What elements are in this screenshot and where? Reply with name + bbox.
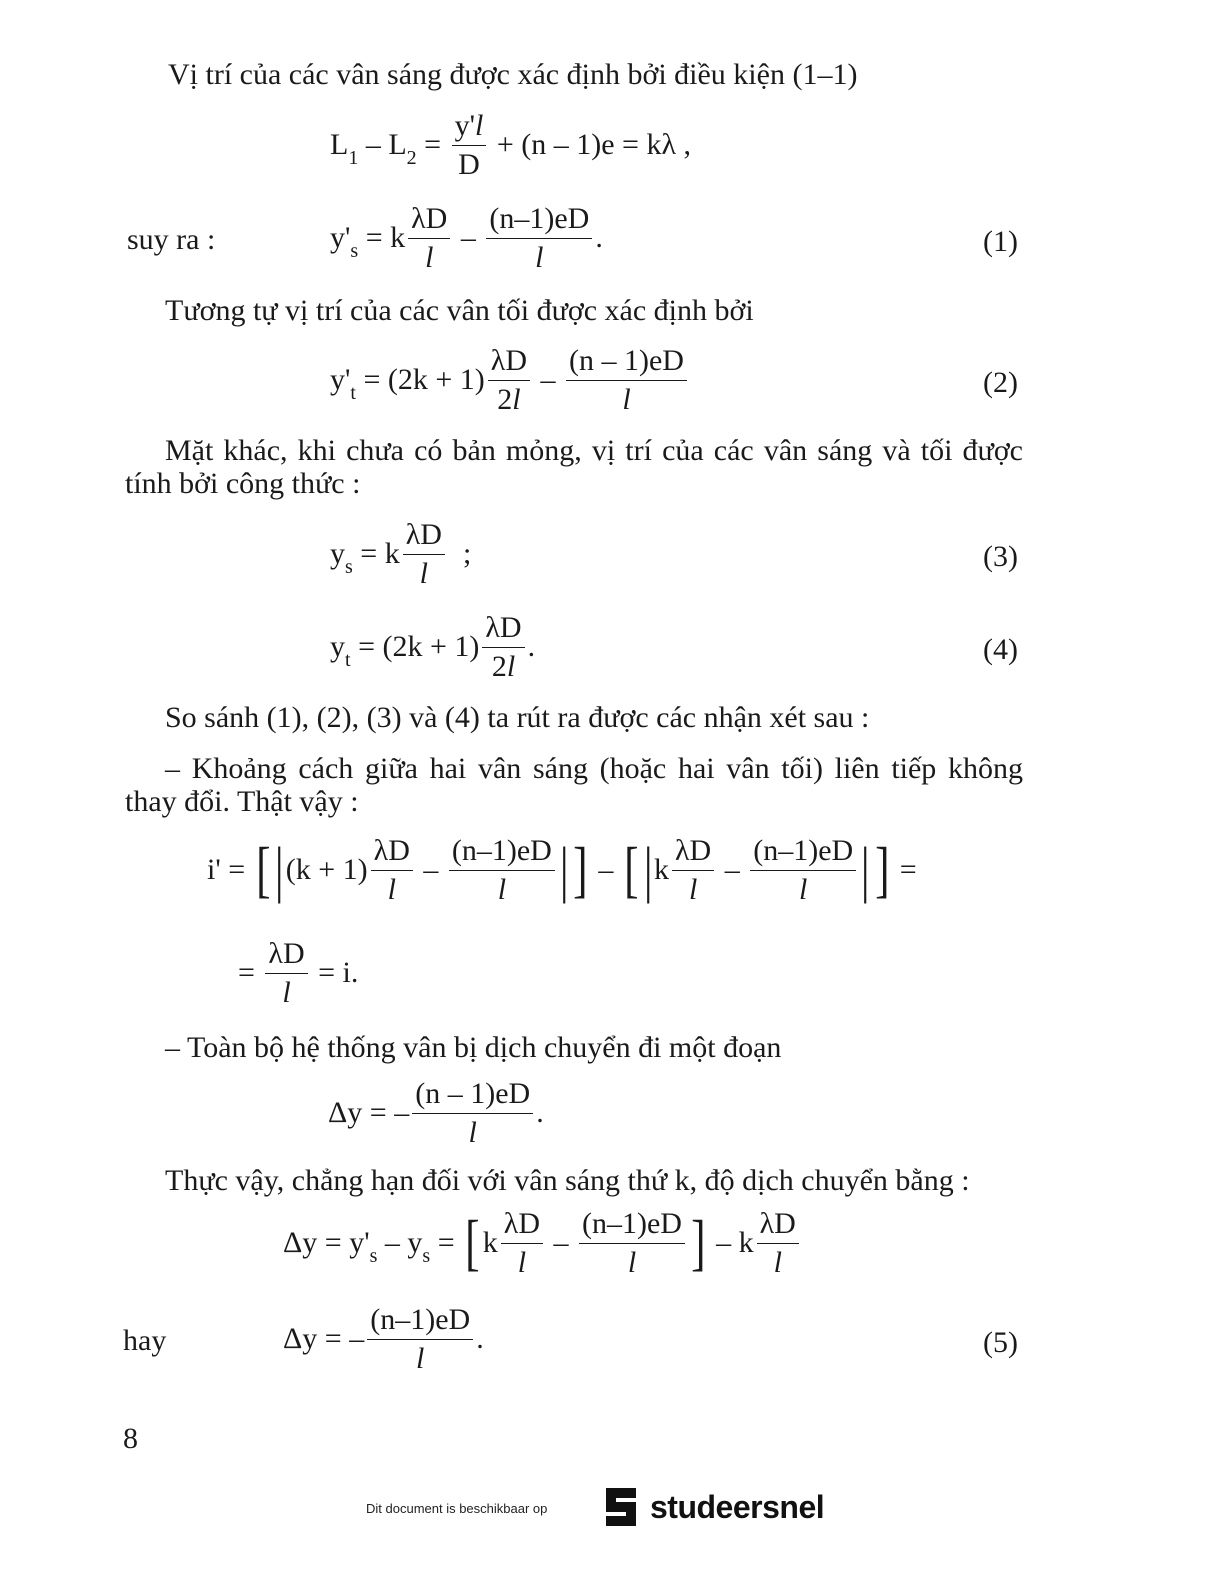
paragraph-3 <box>125 434 1023 500</box>
paragraph-2: Tương tự vị trí của các vân tối được xác định bởi <box>165 294 754 327</box>
equation-number-2: (2) <box>983 366 1018 399</box>
equation-number-3: (3) <box>983 540 1018 573</box>
paragraph-5 <box>125 752 1023 818</box>
paragraph-6: – Toàn bộ hệ thống vân bị dịch chuyển đi một đoạn <box>165 1031 782 1064</box>
equation-shift-derivation: $\Delta y = y'_s - y_s$ = [ k $\frac{\lambda D}{l}$ – $\frac{(n-1)eD}{l}$ ] – k $\frac{\lambda D}{l}$ <box>283 1208 802 1278</box>
equation-fringe-spacing-result: = $\frac{\lambda D}{l}$ = i. <box>238 937 359 1009</box>
paragraph-1: Vị trí của các vân sáng được xác định bởi điều kiện (1–1) <box>168 58 858 91</box>
paragraph-5-text: – Khoảng cách giữa hai vân sáng (hoặc hai vân tối) liên tiếp không thay đổi. Thật vậy : <box>125 752 1023 818</box>
paragraph-4: So sánh (1), (2), (3) và (4) ta rút ra được các nhận xét sau : <box>165 701 870 734</box>
footer-note: Dit document is beschikbaar op <box>366 1501 548 1516</box>
equation-1: $y'_s = k$ $\frac{\lambda D}{l}$ – $\frac{(n-1)eD}{l}$ . <box>330 202 603 274</box>
paragraph-7: Thực vậy, chẳng hạn đối với vân sáng thứ k, độ dịch chuyển bằng : <box>165 1164 970 1197</box>
equation-number-1: (1) <box>983 225 1018 258</box>
studeersnel-brand-text: studeersnel <box>650 1488 825 1525</box>
equation-2: $y'_t = (2k + 1)$ $\frac{\lambda D}{2l}$ – $\frac{(n - 1)eD}{l}$ <box>330 345 690 415</box>
equation-fringe-spacing: i' = [ | (k + 1) $\frac{\lambda D}{l}$ – $\frac{(n-1)eD}{l}$ | ] – [ | k $\frac{\lambda D}{l}$ – $\frac{(n-1)eD}{l}$ | ] = <box>207 834 917 906</box>
studeersnel-s-icon <box>600 1484 642 1530</box>
equation-3: $y_s = k$ $\frac{\lambda D}{l}$ ; <box>330 518 472 590</box>
paragraph-3-text: Mặt khác, khi chưa có bản mỏng, vị trí của các vân sáng và tối được tính bởi công thức : <box>125 434 1023 500</box>
equation-number-5: (5) <box>983 1326 1018 1359</box>
page-number: 8 <box>123 1422 138 1455</box>
equation-number-4: (4) <box>983 633 1018 666</box>
equation-4: $y_t = (2k + 1)$ $\frac{\lambda D}{2l}$ . <box>330 611 536 683</box>
equation-5: Δy = – $\frac{(n-1)eD}{l}$ . <box>283 1303 484 1375</box>
equation-shift: Δy = – $\frac{(n - 1)eD}{l}$ . <box>328 1077 544 1149</box>
equation-path-difference: $L_1 - L_2$ = $\frac{y'l}{D}$ + (n – 1)e = kλ , <box>330 109 692 181</box>
studeersnel-logo[interactable] <box>600 1484 824 1530</box>
label-suy-ra: suy ra : <box>127 223 216 256</box>
label-hay: hay <box>123 1324 167 1357</box>
